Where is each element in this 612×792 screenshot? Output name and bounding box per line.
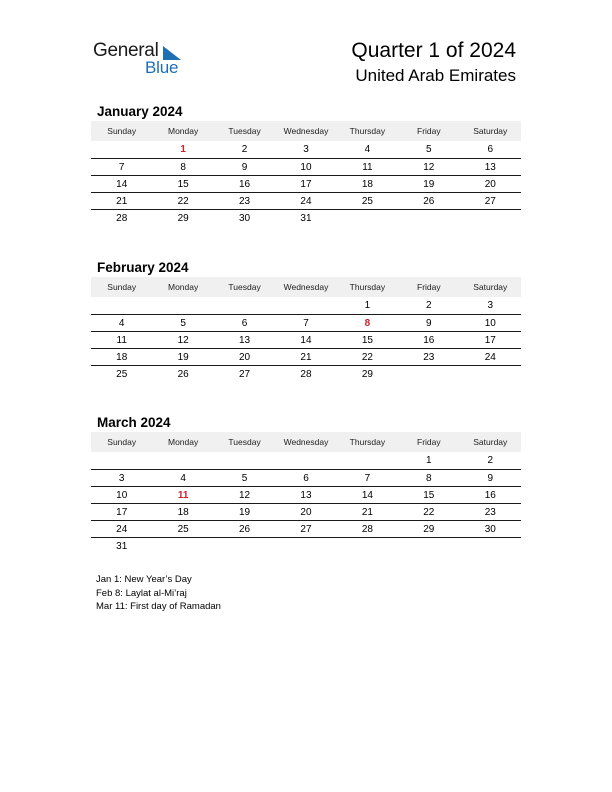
week-row bbox=[91, 297, 521, 315]
day-cell bbox=[460, 538, 521, 555]
day-cell: 13 bbox=[275, 487, 336, 504]
day-cell: 23 bbox=[460, 504, 521, 521]
day-cell: 27 bbox=[275, 521, 336, 538]
day-cell: 26 bbox=[398, 193, 459, 210]
day-cell: 3 bbox=[460, 297, 521, 315]
weekday-header: Wednesday bbox=[275, 277, 336, 297]
day-cell: 7 bbox=[337, 470, 398, 487]
holiday-day-cell: 11 bbox=[152, 487, 213, 504]
weekday-header: Wednesday bbox=[275, 121, 336, 141]
day-cell bbox=[275, 538, 336, 555]
weekday-header: Wednesday bbox=[275, 432, 336, 452]
logo-text-blue: Blue bbox=[145, 58, 179, 77]
day-cell: 2 bbox=[214, 141, 275, 159]
holiday-note: Feb 8: Laylat al-Mi’raj bbox=[96, 587, 187, 599]
day-cell: 23 bbox=[214, 193, 275, 210]
day-cell: 1 bbox=[398, 452, 459, 470]
weekday-header: Sunday bbox=[91, 121, 152, 141]
week-row bbox=[91, 210, 521, 227]
day-cell: 18 bbox=[152, 504, 213, 521]
country-name: United Arab Emirates bbox=[355, 66, 516, 85]
day-cell: 14 bbox=[275, 332, 336, 349]
week-row bbox=[91, 349, 521, 366]
week-row bbox=[91, 521, 521, 538]
day-cell: 27 bbox=[460, 193, 521, 210]
weekday-header: Thursday bbox=[337, 121, 398, 141]
day-cell: 17 bbox=[91, 504, 152, 521]
day-cell: 19 bbox=[152, 349, 213, 366]
day-cell: 23 bbox=[398, 349, 459, 366]
day-cell: 24 bbox=[460, 349, 521, 366]
day-cell: 14 bbox=[91, 176, 152, 193]
day-cell: 30 bbox=[460, 521, 521, 538]
month-february bbox=[91, 259, 521, 382]
weekday-header: Tuesday bbox=[214, 121, 275, 141]
day-cell: 12 bbox=[152, 332, 213, 349]
day-cell bbox=[214, 538, 275, 555]
day-cell: 1 bbox=[337, 297, 398, 315]
logo-text-general: General bbox=[93, 40, 159, 61]
day-cell bbox=[275, 452, 336, 470]
day-cell: 20 bbox=[214, 349, 275, 366]
day-cell: 4 bbox=[337, 141, 398, 159]
day-cell: 8 bbox=[398, 470, 459, 487]
month-march bbox=[91, 414, 521, 554]
day-cell: 5 bbox=[152, 315, 213, 332]
day-cell: 7 bbox=[91, 159, 152, 176]
week-row bbox=[91, 452, 521, 470]
day-cell: 19 bbox=[214, 504, 275, 521]
week-row bbox=[91, 366, 521, 383]
day-cell: 6 bbox=[214, 315, 275, 332]
day-cell: 27 bbox=[238, 368, 251, 380]
weekday-header: Friday bbox=[398, 121, 459, 141]
day-cell: 20 bbox=[460, 176, 521, 193]
holiday-day-cell: 1 bbox=[152, 141, 213, 159]
week-row bbox=[91, 159, 521, 176]
day-cell: 16 bbox=[214, 176, 275, 193]
day-cell bbox=[91, 297, 152, 315]
day-cell: 24 bbox=[275, 193, 336, 210]
day-cell: 3 bbox=[275, 141, 336, 159]
day-cell: 16 bbox=[460, 487, 521, 504]
month-title: January 2024 bbox=[97, 104, 183, 119]
day-cell: 5 bbox=[398, 141, 459, 159]
day-cell: 28 bbox=[300, 368, 312, 380]
day-cell: 18 bbox=[337, 176, 398, 193]
week-row bbox=[91, 504, 521, 521]
day-cell: 22 bbox=[337, 349, 398, 366]
day-cell bbox=[398, 210, 459, 227]
month-january bbox=[91, 103, 521, 226]
day-cell: 6 bbox=[275, 470, 336, 487]
day-cell bbox=[152, 297, 213, 315]
weekday-header: Thursday bbox=[337, 277, 398, 297]
weekday-header: Friday bbox=[398, 277, 459, 297]
day-cell: 15 bbox=[398, 487, 459, 504]
day-cell: 15 bbox=[152, 176, 213, 193]
day-cell: 4 bbox=[152, 470, 213, 487]
day-cell bbox=[152, 452, 213, 470]
day-cell: 25 bbox=[337, 193, 398, 210]
holiday-day-cell: 8 bbox=[337, 315, 398, 332]
day-cell: 10 bbox=[275, 159, 336, 176]
day-cell: 22 bbox=[398, 504, 459, 521]
day-cell bbox=[337, 210, 398, 227]
day-cell: 21 bbox=[275, 349, 336, 366]
week-row bbox=[91, 538, 521, 555]
weekday-header: Monday bbox=[152, 432, 213, 452]
day-cell: 8 bbox=[152, 159, 213, 176]
weekday-header: Saturday bbox=[460, 121, 521, 141]
day-cell: 28 bbox=[337, 521, 398, 538]
day-cell: 16 bbox=[398, 332, 459, 349]
day-cell: 20 bbox=[275, 504, 336, 521]
day-cell: 7 bbox=[275, 315, 336, 332]
day-cell bbox=[152, 538, 213, 555]
calendar-table bbox=[91, 432, 521, 554]
day-cell bbox=[398, 538, 459, 555]
day-cell: 30 bbox=[238, 212, 251, 224]
day-cell: 10 bbox=[91, 487, 152, 504]
day-cell: 28 bbox=[116, 212, 128, 224]
day-cell: 11 bbox=[91, 332, 152, 349]
week-row bbox=[91, 176, 521, 193]
day-cell: 29 bbox=[361, 368, 373, 380]
day-cell: 11 bbox=[337, 159, 398, 176]
day-cell bbox=[214, 452, 275, 470]
day-cell bbox=[91, 141, 152, 159]
day-cell bbox=[337, 538, 398, 555]
weekday-header: Sunday bbox=[91, 277, 152, 297]
day-cell: 14 bbox=[337, 487, 398, 504]
calendar-table bbox=[91, 277, 521, 382]
holiday-note: Jan 1: New Year’s Day bbox=[96, 574, 192, 585]
month-title: March 2024 bbox=[97, 415, 171, 430]
day-cell: 26 bbox=[177, 368, 189, 380]
week-row bbox=[91, 141, 521, 159]
day-cell: 15 bbox=[337, 332, 398, 349]
day-cell: 29 bbox=[398, 521, 459, 538]
weekday-header-row bbox=[91, 121, 521, 141]
weekday-header: Saturday bbox=[460, 277, 521, 297]
day-cell bbox=[460, 366, 521, 383]
day-cell: 22 bbox=[152, 193, 213, 210]
day-cell: 18 bbox=[91, 349, 152, 366]
logo bbox=[93, 40, 193, 80]
day-cell: 12 bbox=[398, 159, 459, 176]
day-cell: 9 bbox=[460, 470, 521, 487]
day-cell: 6 bbox=[460, 141, 521, 159]
weekday-header: Sunday bbox=[91, 432, 152, 452]
day-cell bbox=[398, 366, 459, 383]
week-row bbox=[91, 487, 521, 504]
day-cell: 12 bbox=[214, 487, 275, 504]
day-cell: 10 bbox=[460, 315, 521, 332]
week-row bbox=[91, 193, 521, 210]
page-title: Quarter 1 of 2024 bbox=[351, 39, 516, 62]
day-cell: 29 bbox=[177, 212, 189, 224]
weekday-header: Tuesday bbox=[214, 277, 275, 297]
day-cell: 21 bbox=[337, 504, 398, 521]
day-cell: 3 bbox=[91, 470, 152, 487]
day-cell: 31 bbox=[116, 540, 128, 552]
holiday-note: Mar 11: First day of Ramadan bbox=[96, 601, 221, 612]
weekday-header: Thursday bbox=[337, 432, 398, 452]
weekday-header-row bbox=[91, 277, 521, 297]
day-cell: 24 bbox=[91, 521, 152, 538]
day-cell: 5 bbox=[214, 470, 275, 487]
weekday-header: Saturday bbox=[460, 432, 521, 452]
week-row bbox=[91, 332, 521, 349]
day-cell: 31 bbox=[300, 212, 312, 224]
day-cell: 26 bbox=[214, 521, 275, 538]
day-cell: 9 bbox=[214, 159, 275, 176]
week-row bbox=[91, 315, 521, 332]
week-row bbox=[91, 470, 521, 487]
day-cell: 2 bbox=[460, 452, 521, 470]
day-cell: 13 bbox=[460, 159, 521, 176]
weekday-header: Friday bbox=[398, 432, 459, 452]
day-cell bbox=[214, 297, 275, 315]
weekday-header: Monday bbox=[152, 121, 213, 141]
day-cell bbox=[337, 452, 398, 470]
day-cell: 9 bbox=[398, 315, 459, 332]
holiday-notes bbox=[96, 573, 221, 614]
day-cell: 21 bbox=[91, 193, 152, 210]
day-cell: 19 bbox=[398, 176, 459, 193]
calendar-table bbox=[91, 121, 521, 226]
day-cell: 25 bbox=[116, 368, 128, 380]
day-cell: 17 bbox=[460, 332, 521, 349]
day-cell: 25 bbox=[152, 521, 213, 538]
weekday-header: Monday bbox=[152, 277, 213, 297]
day-cell: 13 bbox=[214, 332, 275, 349]
day-cell: 17 bbox=[275, 176, 336, 193]
day-cell: 2 bbox=[398, 297, 459, 315]
day-cell: 4 bbox=[91, 315, 152, 332]
month-title: February 2024 bbox=[97, 260, 189, 275]
weekday-header-row bbox=[91, 432, 521, 452]
weekday-header: Tuesday bbox=[214, 432, 275, 452]
day-cell bbox=[91, 452, 152, 470]
day-cell bbox=[460, 210, 521, 227]
day-cell bbox=[275, 297, 336, 315]
